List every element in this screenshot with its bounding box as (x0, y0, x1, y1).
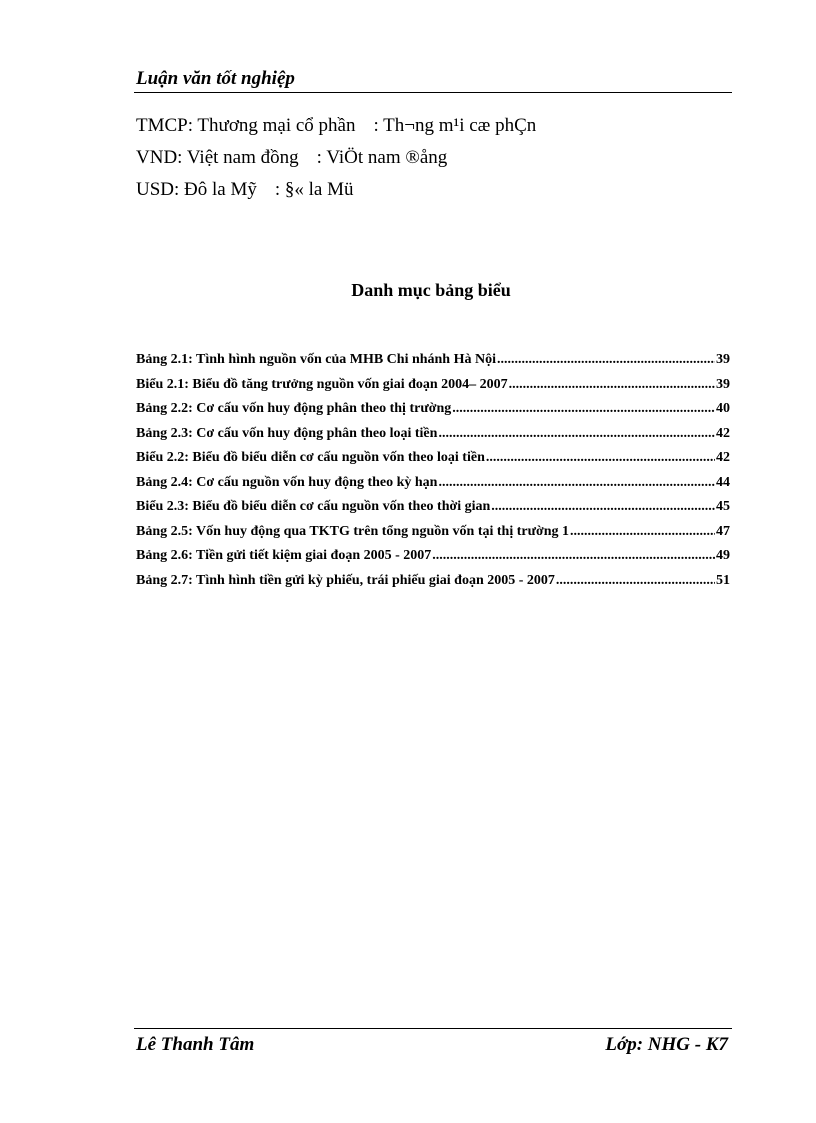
toc-entry-label: Bảng 2.4: Cơ cấu nguồn vốn huy động theo kỳ hạn (136, 474, 438, 490)
abbreviation-garbled-text: : ViÖt nam ®ång (316, 147, 448, 168)
toc-leader-dots (438, 475, 715, 491)
toc-entry[interactable] (136, 450, 730, 475)
toc-entry[interactable] (136, 524, 730, 549)
document-header-title: Luận văn tốt nghiệp (136, 68, 295, 89)
toc-leader-dots (497, 352, 715, 368)
toc-entry-page: 51 (716, 572, 730, 588)
toc-leader-dots (438, 426, 715, 442)
toc-leader-dots (556, 573, 715, 589)
toc-entry-label: Bảng 2.7: Tình hình tiền gửi kỳ phiếu, trái phiếu giai đoạn 2005 - 2007 (136, 572, 555, 588)
toc-entry-page: 42 (716, 450, 730, 465)
toc-entry[interactable] (136, 475, 730, 500)
table-of-figures (136, 352, 730, 597)
toc-entry[interactable] (136, 499, 730, 524)
toc-entry-label: Bảng 2.1: Tình hình nguồn vốn của MHB Chi nhánh Hà Nội (136, 352, 496, 367)
toc-entry[interactable] (136, 573, 730, 598)
toc-entry-page: 47 (716, 523, 730, 539)
abbreviation-garbled-text: : §« la Mü (274, 179, 354, 200)
toc-entry-label: Bảng 2.6: Tiền gửi tiết kiệm giai đoạn 2005 - 2007 (136, 548, 432, 563)
toc-entry[interactable] (136, 401, 730, 426)
abbreviation-text: TMCP: Thương mại cổ phần (136, 115, 356, 136)
toc-entry-label: Bảng 2.2: Cơ cấu vốn huy động phân theo thị trường (136, 401, 452, 416)
toc-leader-dots (486, 450, 715, 466)
toc-entry-label: Biểu 2.1: Biểu đồ tăng trưởng nguồn vốn giai đoạn 2004– 2007 (136, 376, 508, 392)
abbreviation-garbled-text: : Th¬ng m¹i cæ phÇn (373, 115, 537, 136)
toc-entry-page: 45 (716, 499, 730, 514)
toc-entry-page: 39 (716, 352, 730, 367)
toc-leader-dots (491, 499, 715, 515)
toc-entry-page: 39 (716, 376, 730, 392)
toc-entry-page: 42 (716, 425, 730, 441)
footer-author: Lê Thanh Tâm (136, 1034, 255, 1055)
abbreviation-list (136, 110, 536, 206)
toc-entry-label: Biểu 2.3: Biểu đồ biểu diễn cơ cấu nguồn vốn theo thời gian (136, 499, 491, 514)
footer-divider (134, 1028, 732, 1029)
footer-class: Lớp: NHG - K7 (605, 1034, 728, 1055)
toc-entry[interactable] (136, 377, 730, 402)
abbreviation-item (136, 110, 536, 142)
abbreviation-text: VND: Việt nam đồng (136, 147, 299, 168)
toc-heading: Danh mục bảng biểu (351, 280, 511, 300)
abbreviation-item (136, 174, 536, 206)
toc-entry[interactable] (136, 426, 730, 451)
abbreviation-item (136, 142, 536, 174)
toc-leader-dots (432, 548, 715, 564)
toc-entry[interactable] (136, 352, 730, 377)
abbreviation-text: USD: Đô la Mỹ (136, 179, 257, 200)
toc-leader-dots (570, 524, 715, 540)
header-divider (134, 92, 732, 93)
toc-entry-page: 49 (716, 548, 730, 563)
toc-entry[interactable] (136, 548, 730, 573)
toc-entry-label: Bảng 2.3: Cơ cấu vốn huy động phân theo loại tiền (136, 425, 438, 441)
toc-entry-label: Biểu 2.2: Biểu đồ biểu diễn cơ cấu nguồn vốn theo loại tiền (136, 450, 485, 465)
toc-entry-page: 44 (716, 474, 730, 490)
toc-leader-dots (509, 377, 715, 393)
toc-entry-label: Bảng 2.5: Vốn huy động qua TKTG trên tổng nguồn vốn tại thị trường 1 (136, 523, 570, 539)
toc-leader-dots (452, 401, 715, 417)
toc-entry-page: 40 (716, 401, 730, 416)
